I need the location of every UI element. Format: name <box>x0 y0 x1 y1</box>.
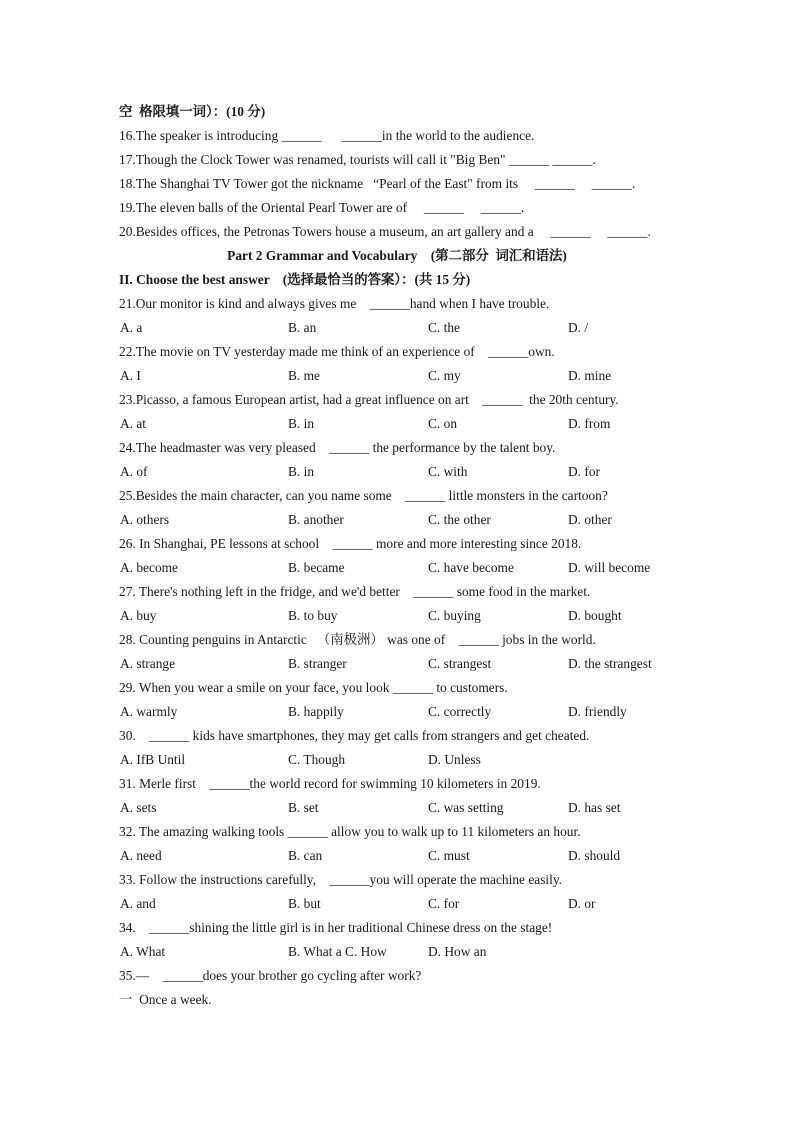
option-b: B. in <box>288 416 315 431</box>
option-ab: A. IfB Until <box>120 752 186 767</box>
question-text: 34. ______shining the little girl is in her traditional Chinese dress on the stage! <box>119 920 553 935</box>
option-c: C. Though <box>288 752 346 767</box>
option-c: C. the other <box>428 512 491 527</box>
option-b: B. another <box>288 512 344 527</box>
option-d: D. Unless <box>428 752 481 767</box>
option-c: C. correctly <box>428 704 492 719</box>
option-c: C. on <box>428 416 458 431</box>
option-c: C. was setting <box>428 800 504 815</box>
option-b: B. to buy <box>288 608 338 623</box>
section-header: 空 格限填一词）：(10 分) <box>119 104 266 119</box>
question-text: 33. Follow the instructions carefully, ______you will operate the machine easily. <box>119 872 563 887</box>
option-d: D. mine <box>568 368 612 383</box>
option-d: D. from <box>568 416 611 431</box>
option-a: A. warmly <box>120 704 178 719</box>
option-c: C. for <box>428 896 460 911</box>
option-c: C. with <box>428 464 468 479</box>
option-d: D. the strangest <box>568 656 652 671</box>
option-d: D. will become <box>568 560 651 575</box>
option-a: A. What <box>120 944 166 959</box>
option-d: D. should <box>568 848 621 863</box>
option-d: D. other <box>568 512 612 527</box>
question-text: 32. The amazing walking tools ______ allow you to walk up to 11 kilometers an hour. <box>119 824 581 839</box>
question-text: 28. Counting penguins in Antarctic （南极洲） was one of ______ jobs in the world. <box>119 632 596 647</box>
option-b: B. happily <box>288 704 344 719</box>
question-text: 26. In Shanghai, PE lessons at school ______ more and more interesting since 2018. <box>119 536 582 551</box>
option-d: D. How an <box>428 944 487 959</box>
fill-item: 17.Though the Clock Tower was renamed, tourists will call it "Big Ben" ______ ______. <box>119 152 596 167</box>
option-b: B. but <box>288 896 321 911</box>
option-c: C. the <box>428 320 460 335</box>
option-d: D. or <box>568 896 596 911</box>
option-a: A. and <box>120 896 156 911</box>
option-a: A. I <box>120 368 141 383</box>
fill-item: 19.The eleven balls of the Oriental Pearl Tower are of ______ ______. <box>119 200 525 215</box>
option-c: C. strangest <box>428 656 492 671</box>
option-d: D. friendly <box>568 704 627 719</box>
option-d: D. / <box>568 320 589 335</box>
option-a: A. become <box>120 560 179 575</box>
question-text: 29. When you wear a smile on your face, you look ______ to customers. <box>119 680 508 695</box>
question-text: 21.Our monitor is kind and always gives me ______hand when I have trouble. <box>119 296 550 311</box>
option-d: D. bought <box>568 608 622 623</box>
question-text: 24.The headmaster was very pleased ______ the performance by the talent boy. <box>119 440 556 455</box>
question-text: 31. Merle first ______the world record for swimming 10 kilometers in 2019. <box>119 776 541 791</box>
answer-line: 一 Once a week. <box>119 992 212 1007</box>
option-b: B. an <box>288 320 317 335</box>
option-a: A. strange <box>120 656 176 671</box>
option-b: B. can <box>288 848 323 863</box>
option-b: B. set <box>288 800 319 815</box>
option-d: D. for <box>568 464 600 479</box>
fill-item: 18.The Shanghai TV Tower got the nickname “Pearl of the East" from its ______ ______. <box>119 176 636 191</box>
option-b: B. stranger <box>288 656 347 671</box>
option-c: C. my <box>428 368 461 383</box>
question-text: 35.— ______does your brother go cycling after work? <box>119 968 422 983</box>
option-a: A. of <box>120 464 148 479</box>
question-text: 25.Besides the main character, can you name some ______ little monsters in the cartoon? <box>119 488 608 503</box>
option-c: C. must <box>428 848 470 863</box>
fill-item: 16.The speaker is introducing ______ ______in the world to the audience. <box>119 128 535 143</box>
question-text: 27. There's nothing left in the fridge, and we'd better ______ some food in the market. <box>119 584 591 599</box>
question-text: 30. ______ kids have smartphones, they may get calls from strangers and get cheated. <box>119 728 590 743</box>
option-b: B. became <box>288 560 345 575</box>
option-c: C. buying <box>428 608 481 623</box>
option-a: A. a <box>120 320 143 335</box>
option-b: B. in <box>288 464 315 479</box>
option-a: A. at <box>120 416 147 431</box>
question-text: 23.Picasso, a famous European artist, had a great influence on art ______ the 20th century. <box>119 392 619 407</box>
option-b: B. me <box>288 368 320 383</box>
option-a: A. need <box>120 848 162 863</box>
option-c: C. have become <box>428 560 514 575</box>
part-title: Part 2 Grammar and Vocabulary (第二部分 词汇和语法) <box>227 248 567 263</box>
section-title: II. Choose the best answer (选择最恰当的答案）：(共 15 分) <box>119 272 471 287</box>
option-a: A. others <box>120 512 170 527</box>
option-a: A. sets <box>120 800 157 815</box>
fill-item: 20.Besides offices, the Petronas Towers house a museum, an art gallery and a ______ ______. <box>119 224 651 239</box>
option-d: D. has set <box>568 800 621 815</box>
option-a: A. buy <box>120 608 157 623</box>
option-bc: B. What a C. How <box>288 944 387 959</box>
question-text: 22.The movie on TV yesterday made me think of an experience of ______own. <box>119 344 555 359</box>
